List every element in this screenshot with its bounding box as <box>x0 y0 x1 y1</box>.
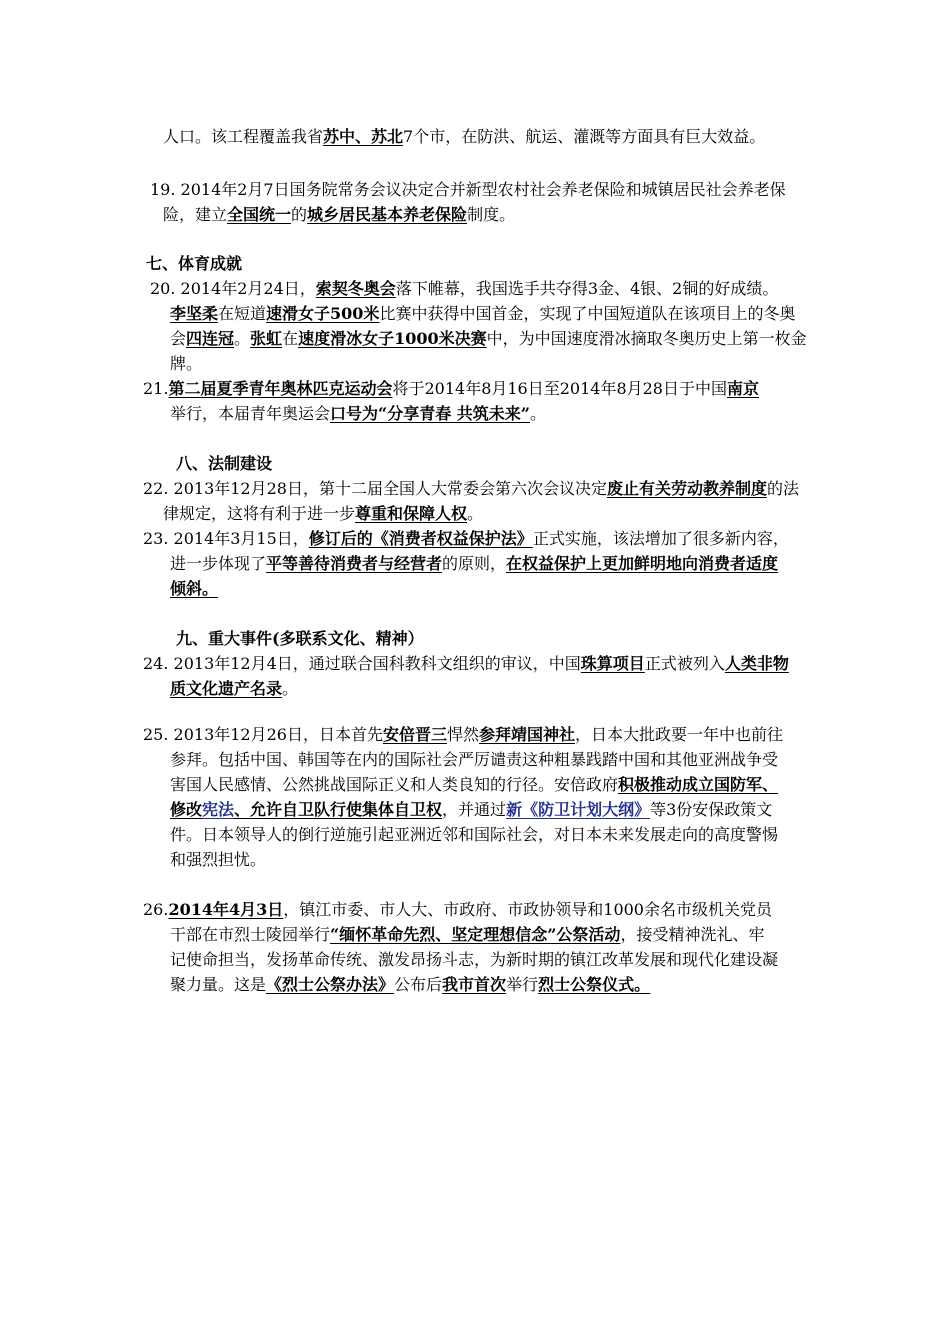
key-term: 尊重和保障人权 <box>355 504 468 523</box>
item-24-line-2 <box>170 676 298 701</box>
item-25-line-1 <box>143 722 783 747</box>
text: 悍然 <box>447 725 480 744</box>
key-term: 修订后的《消费者权益保护法》 <box>308 529 533 548</box>
section-heading-9: 九、重大事件(多联系文化、精神） <box>176 629 424 648</box>
item-26-line-3: 记使命担当，发扬革命传统、激发昂扬斗志，为新时期的镇江改革发展和现代化建设凝 <box>170 950 779 969</box>
key-term: 全国统一 <box>227 205 292 224</box>
text: 落下帷幕，我国选手共夺得3金、4银、2铜的好成绩。 <box>395 279 779 298</box>
item-25-line-2: 参拜。包括中国、韩国等在内的国际社会严厉谴责这种粗暴践踏中国和其他亚洲战争受 <box>170 750 779 769</box>
key-term: 安倍晋三 <box>382 725 447 744</box>
key-term: 速滑女子500米 <box>266 304 380 323</box>
text: 人口。该工程覆盖我省 <box>163 127 324 146</box>
key-term: 我市首次 <box>442 975 507 994</box>
text: 。 <box>467 504 484 523</box>
text: ，接受精神洗礼、牢 <box>620 925 765 944</box>
text: 会 <box>170 329 187 348</box>
item-26-line-2 <box>170 922 764 947</box>
text: 25. 2013年12月26日，日本首先 <box>143 725 383 744</box>
item-26-line-4 <box>170 972 650 997</box>
text: 的 <box>291 205 308 224</box>
key-term: 城乡居民基本养老保险 <box>307 205 468 224</box>
key-term: 质文化遗产名录 <box>170 679 283 698</box>
text: 举行 <box>506 975 539 994</box>
text: 。 <box>234 329 251 348</box>
text: 的原则， <box>442 554 507 573</box>
key-term: 、允许自卫队行使集体自卫权 <box>234 800 443 819</box>
text: 险，建立 <box>163 205 228 224</box>
text: 正式实施，该法增加了很多新内容， <box>532 529 789 548</box>
text: 23. 2014年3月15日， <box>143 529 309 548</box>
text: ，镇江市委、市人大、市政府、市政协领导和1000余名市级机关党员 <box>283 900 772 919</box>
key-term: 平等善待消费者与经营者 <box>266 554 443 573</box>
key-term: 第二届夏季青年奥林匹克运动会 <box>168 379 393 398</box>
section-heading-7: 七、体育成就 <box>146 254 243 273</box>
item-20-line-4: 牌。 <box>170 354 203 373</box>
text: ，并通过 <box>442 800 507 819</box>
text: 20. 2014年2月24日， <box>150 279 316 298</box>
text: 26. <box>143 900 169 919</box>
key-term: 苏中、苏北 <box>323 127 404 146</box>
item-20-line-3 <box>170 326 807 351</box>
text: 害国人民感情、公然挑战国际正义和人类良知的行径。安倍政府 <box>170 775 619 794</box>
key-term: 李坚柔 <box>170 304 219 323</box>
text: 。 <box>282 679 299 698</box>
key-term: 珠算项目 <box>580 654 645 673</box>
text: 比赛中获得中国首金，实现了中国短道队在该项目上的冬奥 <box>379 304 796 323</box>
key-term: 速度滑冰女子1000米决赛 <box>298 329 487 348</box>
item-20-line-1 <box>150 276 778 301</box>
item-20-line-2 <box>170 301 795 326</box>
key-term: “缅怀革命先烈、坚定理想信念”公祭活动 <box>330 925 621 944</box>
text: 21. <box>143 379 169 398</box>
text: 。 <box>530 404 547 423</box>
key-term: 参拜靖国神社 <box>479 725 576 744</box>
key-term: 积极推动成立国防军、 <box>618 775 779 794</box>
item-25-line-6: 和强烈担忧。 <box>170 850 267 869</box>
text: 22. 2013年12月28日，第十二届全国人大常委会第六次会议决定 <box>143 479 607 498</box>
text: 中，为中国速度滑冰摘取冬奥历史上第一枚金 <box>486 329 807 348</box>
item-25-line-5: 件。日本领导人的倒行逆施引起亚洲近邻和国际社会，对日本未来发展走向的高度警惕 <box>170 825 779 844</box>
item-19-line-2 <box>163 202 515 227</box>
item-23-line-3: 倾斜。 <box>170 579 219 598</box>
item-24-line-1 <box>143 651 789 676</box>
key-term-link: 新《防卫计划大纲》 <box>506 800 651 819</box>
text: 制度。 <box>467 205 516 224</box>
item-23-line-1 <box>143 526 789 551</box>
item-21-line-1 <box>143 376 759 401</box>
key-term: 张虹 <box>250 329 283 348</box>
item-22-line-1 <box>143 476 799 501</box>
item-23-line-2 <box>170 551 778 576</box>
key-term: 修改 <box>170 800 203 819</box>
text: 公布后 <box>394 975 443 994</box>
key-term: 2014年4月3日 <box>168 900 284 919</box>
text: 的法 <box>767 479 800 498</box>
key-term: 口号为“分享青春 共筑未来” <box>330 404 530 423</box>
text: 将于2014年8月16日至2014年8月28日于中国 <box>392 379 727 398</box>
text: 24. 2013年12月4日，通过联合国科教科文组织的审议，中国 <box>143 654 581 673</box>
text: 正式被列入 <box>644 654 725 673</box>
text: 等3份安保政策文 <box>650 800 773 819</box>
section-heading-8: 八、法制建设 <box>176 454 273 473</box>
text: 7个市，在防洪、航运、灌溉等方面具有巨大效益。 <box>403 127 766 146</box>
key-term: 《烈士公祭办法》 <box>266 975 395 994</box>
key-term: 烈士公祭仪式。 <box>538 975 651 994</box>
key-term: 废止有关劳动教养制度 <box>606 479 767 498</box>
key-term-link: 宪法 <box>202 800 235 819</box>
key-term: 四连冠 <box>186 329 235 348</box>
item-25-line-4 <box>170 797 772 822</box>
item-26-line-1 <box>143 897 772 922</box>
key-term: 在权益保护上更加鲜明地向消费者适度 <box>506 554 779 573</box>
key-term: 人类非物 <box>724 654 789 673</box>
text: ，日本大批政要一年中也前往 <box>575 725 784 744</box>
key-term: 索契冬奥会 <box>315 279 396 298</box>
paragraph-top <box>163 124 765 149</box>
text: 在短道 <box>218 304 267 323</box>
text: 进一步体现了 <box>170 554 267 573</box>
text: 干部在市烈士陵园举行 <box>170 925 331 944</box>
text: 在 <box>282 329 299 348</box>
text: 聚力量。这是 <box>170 975 267 994</box>
key-term: 南京 <box>727 379 760 398</box>
item-19-line-1: 19. 2014年2月7日国务院常务会议决定合并新型农村社会养老保险和城镇居民社会养老保 <box>150 180 786 199</box>
item-21-line-2 <box>170 401 546 426</box>
item-25-line-3 <box>170 772 778 797</box>
text: 举行，本届青年奥运会 <box>170 404 331 423</box>
item-22-line-2 <box>163 501 483 526</box>
text: 律规定，这将有利于进一步 <box>163 504 356 523</box>
